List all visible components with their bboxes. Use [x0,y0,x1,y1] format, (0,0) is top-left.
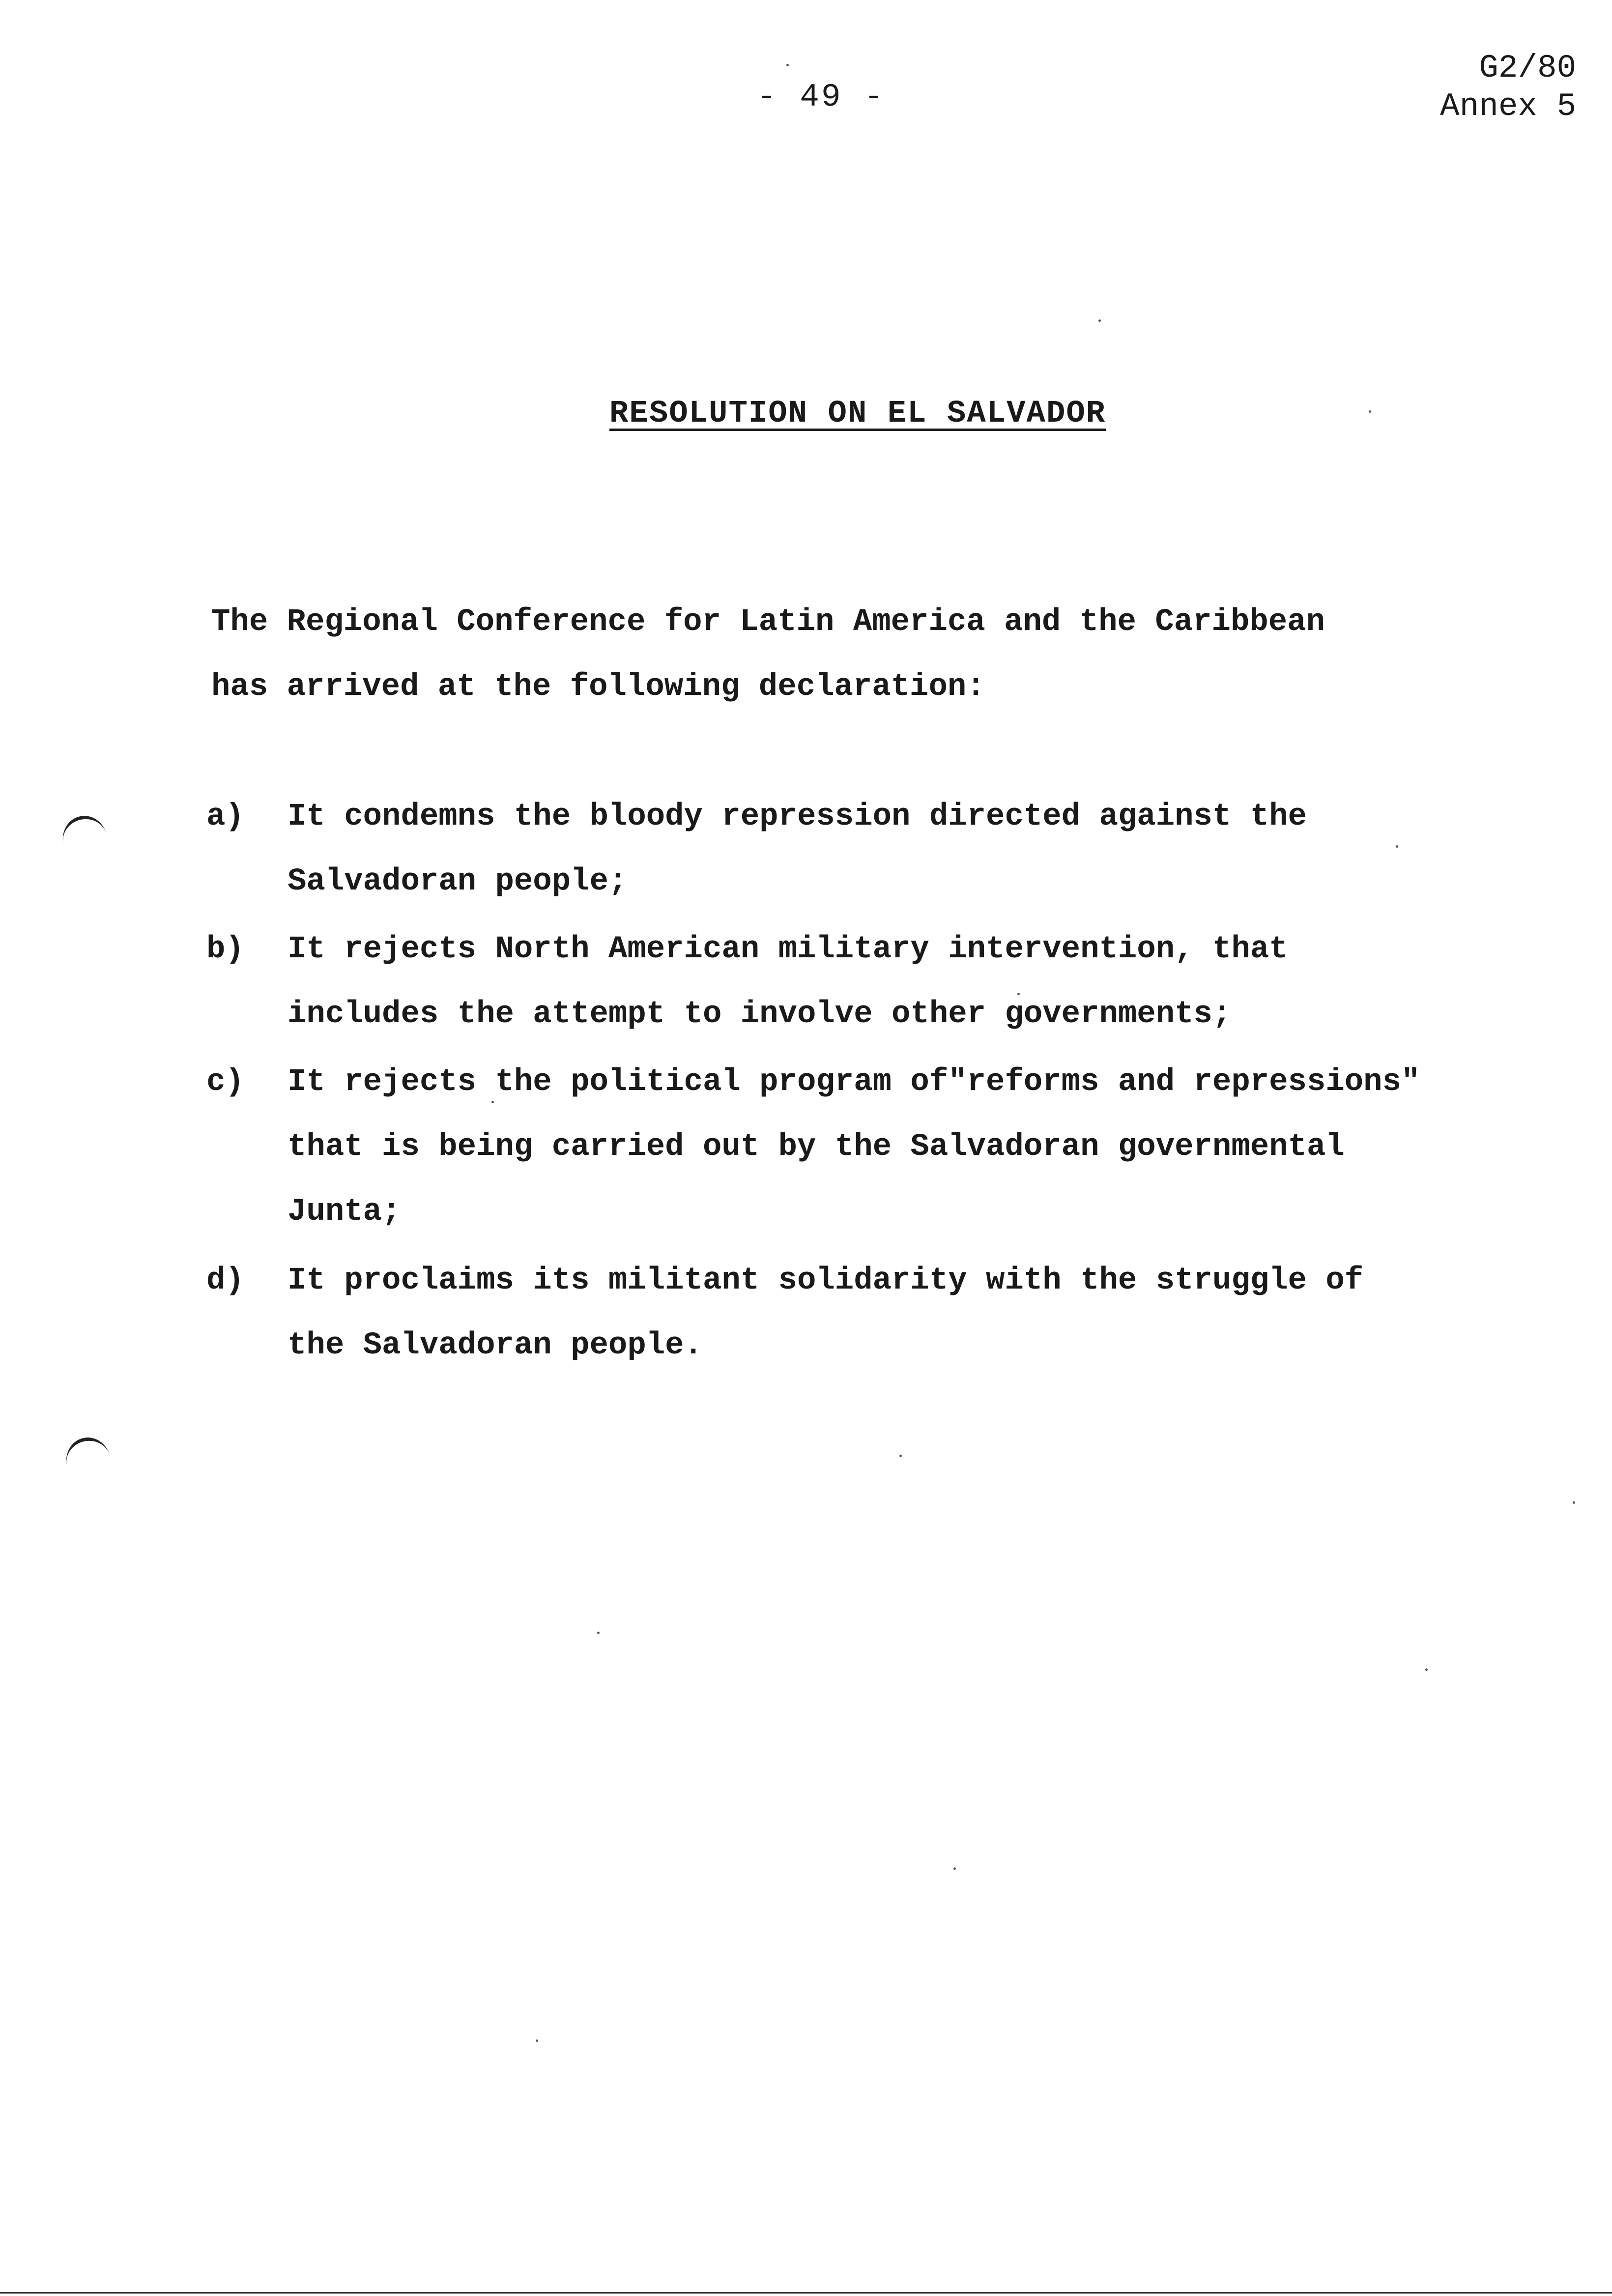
doc-ref-annex: Annex 5 [1440,88,1577,125]
scan-speck [491,1101,494,1103]
intro-line-1: The Regional Conference for Latin America and the Caribbean [211,604,1325,640]
scan-speck [1098,319,1101,322]
scan-speck [536,2039,538,2042]
scan-speck [1017,993,1020,995]
page-number: - 49 - [757,79,886,115]
scan-speck [1369,410,1371,413]
item-line: that is being carried out by the Salvadoran governmental [288,1129,1345,1165]
item-marker: d) [206,1263,244,1298]
item-text [288,1050,1420,1244]
item-line: It rejects North American military intervention, that [288,932,1288,967]
doc-ref-code: G2/80 [1479,50,1577,86]
resolution-title: RESOLUTION ON EL SALVADOR [609,396,1106,431]
scan-speck [786,64,789,66]
item-marker: b) [206,932,244,967]
item-line: It proclaims its militant solidarity with the struggle of [288,1263,1364,1298]
item-line: It rejects the political program of"reforms and repressions" [288,1064,1420,1100]
item-text [288,784,1307,914]
scan-speck [1396,845,1398,848]
intro-line-2: has arrived at the following declaration: [211,669,985,705]
item-line: It condemns the bloody repression directed against the [288,799,1307,834]
intro-paragraph [211,590,1325,719]
bottom-scan-edge [0,2292,1612,2294]
item-text [288,917,1288,1047]
scan-speck [899,1455,902,1457]
item-line: the Salvadoran people. [288,1328,703,1363]
scan-speck [1425,1668,1428,1671]
punch-hole-mark [58,812,112,868]
scan-speck [953,1867,956,1870]
item-marker: c) [206,1064,244,1100]
scan-speck [597,1632,600,1634]
item-line: Junta; [288,1194,401,1230]
punch-hole-mark [62,1434,115,1490]
item-marker: a) [206,799,244,834]
document-reference [1440,49,1576,126]
scan-speck [1573,1501,1575,1504]
item-text [288,1248,1363,1378]
item-line: Salvadoran people; [288,864,628,899]
item-line: includes the attempt to involve other governments; [288,997,1232,1032]
